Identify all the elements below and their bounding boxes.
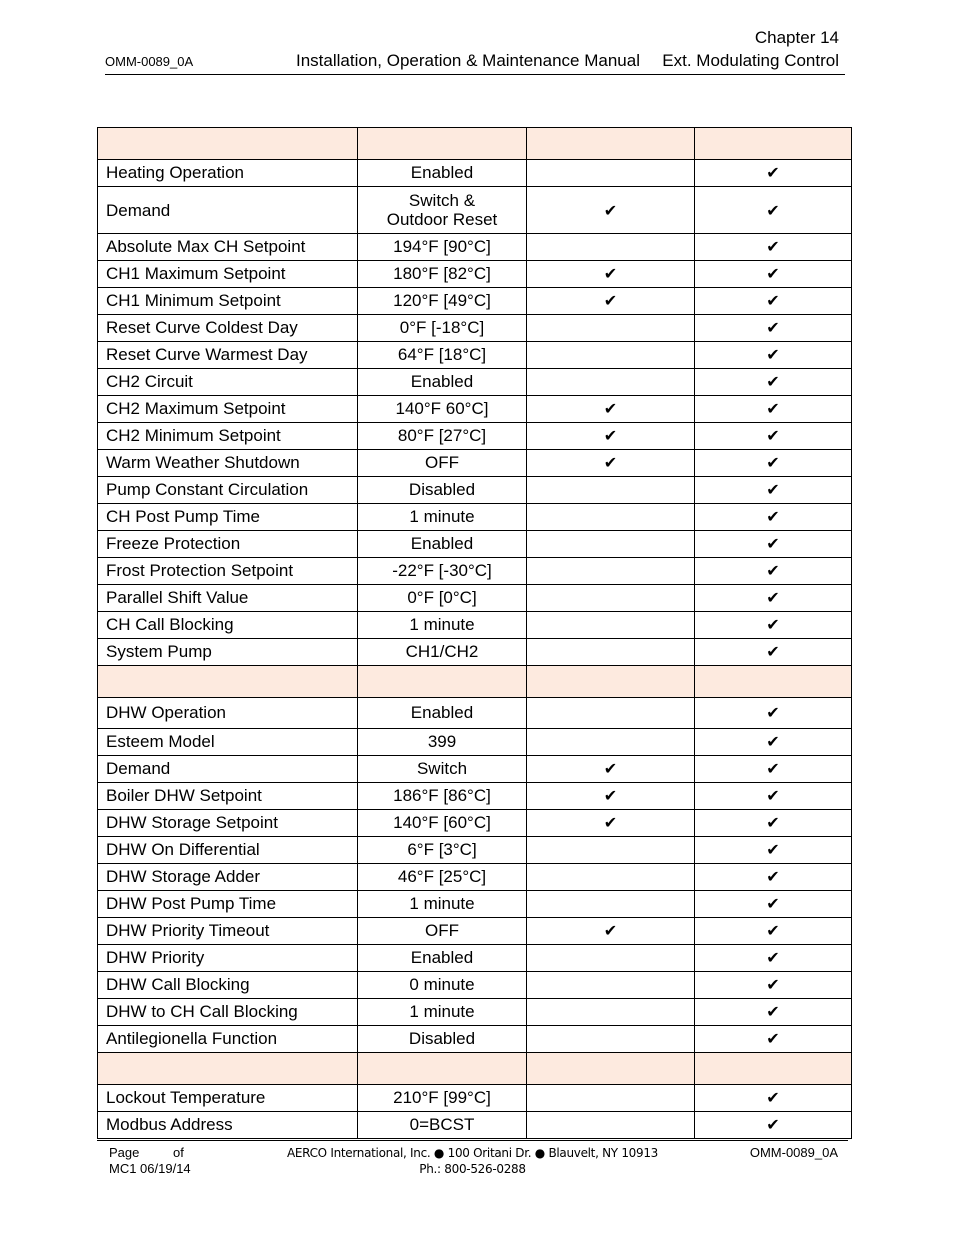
parameter-name: CH Post Pump Time: [98, 504, 358, 531]
parameter-value: 399: [358, 729, 527, 756]
parameter-name: Absolute Max CH Setpoint: [98, 234, 358, 261]
checkmark-icon: ✔: [766, 786, 780, 805]
table-row: [98, 783, 852, 810]
checkmark-icon: ✔: [766, 507, 780, 526]
checkmark-icon: ✔: [766, 703, 780, 722]
checkmark-icon: ✔: [603, 399, 618, 418]
checkmark-cell-a: [527, 1085, 695, 1112]
checkmark-cell-b: [695, 945, 852, 972]
parameter-name: CH2 Minimum Setpoint: [98, 423, 358, 450]
checkmark-icon: ✔: [766, 561, 780, 580]
parameter-name: CH1 Minimum Setpoint: [98, 288, 358, 315]
table-row: [98, 369, 852, 396]
table-row: [98, 729, 852, 756]
parameter-name: CH1 Maximum Setpoint: [98, 261, 358, 288]
checkmark-cell-b: [695, 698, 852, 729]
parameter-name: Boiler DHW Setpoint: [98, 783, 358, 810]
table-row: [98, 160, 852, 187]
section-header-cell: [98, 128, 358, 160]
table-row: [98, 1085, 852, 1112]
parameter-name: CH2 Circuit: [98, 369, 358, 396]
checkmark-cell-a: [527, 396, 695, 423]
checkmark-cell-b: [695, 837, 852, 864]
checkmark-cell-a: [527, 531, 695, 558]
table-row: [98, 342, 852, 369]
checkmark-cell-a: [527, 187, 695, 234]
checkmark-icon: ✔: [766, 615, 780, 634]
checkmark-cell-a: [527, 585, 695, 612]
parameter-table-body: [98, 128, 852, 1139]
section-header-cell: [695, 666, 852, 698]
parameter-name: Reset Curve Coldest Day: [98, 315, 358, 342]
checkmark-cell-a: [527, 477, 695, 504]
header-manual-title: Installation, Operation & Maintenance Manual: [296, 51, 640, 70]
table-row: [98, 187, 852, 234]
table-row: [98, 1026, 852, 1053]
parameter-name: Modbus Address: [98, 1112, 358, 1139]
table-row: [98, 999, 852, 1026]
section-header-cell: [527, 666, 695, 698]
parameter-value: 0=BCST: [358, 1112, 527, 1139]
checkmark-cell-a: [527, 558, 695, 585]
checkmark-cell-a: [527, 160, 695, 187]
table-row: [98, 423, 852, 450]
checkmark-icon: ✔: [766, 345, 780, 364]
parameter-name: DHW Priority: [98, 945, 358, 972]
checkmark-cell-a: [527, 756, 695, 783]
checkmark-icon: ✔: [766, 642, 780, 661]
section-header-row: [98, 666, 852, 698]
parameter-value: 0°F [-18°C]: [358, 315, 527, 342]
parameter-name: DHW Storage Adder: [98, 864, 358, 891]
checkmark-cell-a: [527, 288, 695, 315]
checkmark-cell-a: [527, 918, 695, 945]
parameter-name: Antilegionella Function: [98, 1026, 358, 1053]
parameter-value: 64°F [18°C]: [358, 342, 527, 369]
checkmark-cell-b: [695, 369, 852, 396]
parameter-value: 194°F [90°C]: [358, 234, 527, 261]
parameter-value: Switch & Outdoor Reset: [358, 187, 527, 234]
parameter-value: Switch: [358, 756, 527, 783]
parameter-name: Esteem Model: [98, 729, 358, 756]
table-row: [98, 945, 852, 972]
section-header-cell: [695, 128, 852, 160]
page-footer: [97, 1140, 848, 1176]
checkmark-cell-b: [695, 531, 852, 558]
checkmark-icon: ✔: [766, 534, 780, 553]
checkmark-icon: ✔: [603, 453, 618, 472]
table-row: [98, 972, 852, 999]
parameter-name: Demand: [98, 756, 358, 783]
checkmark-cell-a: [527, 945, 695, 972]
checkmark-icon: ✔: [766, 318, 780, 337]
parameter-value: 1 minute: [358, 504, 527, 531]
page-header: [105, 26, 845, 75]
parameter-value: 46°F [25°C]: [358, 864, 527, 891]
checkmark-cell-a: [527, 999, 695, 1026]
checkmark-cell-b: [695, 504, 852, 531]
parameter-name: Frost Protection Setpoint: [98, 558, 358, 585]
checkmark-icon: ✔: [766, 480, 780, 499]
parameter-name: System Pump: [98, 639, 358, 666]
checkmark-icon: ✔: [766, 840, 780, 859]
footer-company-address: AERCO International, Inc. ● 100 Oritani Dr. ● Blauvelt, NY 10913: [286, 1146, 659, 1160]
parameter-name: DHW Post Pump Time: [98, 891, 358, 918]
parameter-name: DHW to CH Call Blocking: [98, 999, 358, 1026]
checkmark-icon: ✔: [766, 453, 780, 472]
table-row: [98, 891, 852, 918]
checkmark-cell-a: [527, 864, 695, 891]
checkmark-icon: ✔: [766, 588, 780, 607]
checkmark-cell-a: [527, 972, 695, 999]
section-header-row: [98, 1053, 852, 1085]
checkmark-icon: ✔: [766, 1029, 780, 1048]
footer-page-label: Page: [109, 1145, 140, 1160]
parameter-value: OFF: [358, 450, 527, 477]
header-chapter: Chapter 14: [754, 28, 839, 47]
parameter-value: 6°F [3°C]: [358, 837, 527, 864]
parameter-value: Enabled: [358, 698, 527, 729]
checkmark-cell-b: [695, 234, 852, 261]
checkmark-cell-a: [527, 504, 695, 531]
parameter-value: 210°F [99°C]: [358, 1085, 527, 1112]
checkmark-icon: ✔: [766, 1088, 780, 1107]
checkmark-cell-b: [695, 810, 852, 837]
checkmark-cell-a: [527, 261, 695, 288]
checkmark-cell-b: [695, 261, 852, 288]
checkmark-icon: ✔: [603, 921, 618, 940]
table-row: [98, 504, 852, 531]
checkmark-icon: ✔: [603, 786, 618, 805]
section-header-cell: [98, 666, 358, 698]
parameter-name: Reset Curve Warmest Day: [98, 342, 358, 369]
parameter-value: OFF: [358, 918, 527, 945]
footer-of-label: of: [173, 1145, 184, 1160]
table-row: [98, 756, 852, 783]
checkmark-icon: ✔: [603, 759, 618, 778]
checkmark-icon: ✔: [766, 867, 780, 886]
parameter-value: 1 minute: [358, 891, 527, 918]
checkmark-cell-a: [527, 423, 695, 450]
checkmark-cell-a: [527, 369, 695, 396]
checkmark-cell-a: [527, 315, 695, 342]
checkmark-cell-a: [527, 612, 695, 639]
footer-doc-number: OMM-0089_0A: [749, 1145, 838, 1160]
table-row: [98, 698, 852, 729]
checkmark-icon: ✔: [603, 200, 618, 220]
checkmark-cell-b: [695, 288, 852, 315]
checkmark-cell-b: [695, 972, 852, 999]
table-row: [98, 477, 852, 504]
checkmark-cell-b: [695, 585, 852, 612]
parameter-name: DHW Call Blocking: [98, 972, 358, 999]
checkmark-cell-a: [527, 891, 695, 918]
parameter-name: Freeze Protection: [98, 531, 358, 558]
parameter-name: Heating Operation: [98, 160, 358, 187]
section-header-cell: [358, 666, 527, 698]
checkmark-cell-a: [527, 729, 695, 756]
checkmark-icon: ✔: [603, 291, 618, 310]
section-header-cell: [695, 1053, 852, 1085]
checkmark-icon: ✔: [766, 975, 780, 994]
checkmark-cell-b: [695, 756, 852, 783]
checkmark-cell-b: [695, 477, 852, 504]
checkmark-cell-b: [695, 918, 852, 945]
table-row: [98, 261, 852, 288]
checkmark-cell-b: [695, 1026, 852, 1053]
table-row: [98, 585, 852, 612]
checkmark-icon: ✔: [603, 426, 618, 445]
table-row: [98, 288, 852, 315]
checkmark-cell-b: [695, 783, 852, 810]
checkmark-cell-a: [527, 810, 695, 837]
checkmark-cell-b: [695, 558, 852, 585]
section-header-cell: [527, 128, 695, 160]
parameter-name: DHW Operation: [98, 698, 358, 729]
parameter-name: Parallel Shift Value: [98, 585, 358, 612]
checkmark-icon: ✔: [766, 163, 780, 182]
parameter-value: 186°F [86°C]: [358, 783, 527, 810]
parameter-value: Enabled: [358, 369, 527, 396]
table-row: [98, 612, 852, 639]
checkmark-icon: ✔: [766, 1115, 780, 1134]
parameter-value: -22°F [-30°C]: [358, 558, 527, 585]
checkmark-icon: ✔: [766, 399, 780, 418]
section-header-cell: [358, 128, 527, 160]
checkmark-cell-a: [527, 639, 695, 666]
parameter-table: [97, 127, 852, 1139]
parameter-name: CH2 Maximum Setpoint: [98, 396, 358, 423]
checkmark-cell-b: [695, 423, 852, 450]
parameter-value: Enabled: [358, 531, 527, 558]
footer-phone: Ph.: 800-526-0288: [419, 1162, 526, 1176]
checkmark-cell-a: [527, 837, 695, 864]
table-row: [98, 810, 852, 837]
checkmark-cell-b: [695, 1085, 852, 1112]
checkmark-icon: ✔: [766, 264, 780, 283]
parameter-name: CH Call Blocking: [98, 612, 358, 639]
checkmark-cell-a: [527, 342, 695, 369]
table-row: [98, 315, 852, 342]
table-row: [98, 396, 852, 423]
checkmark-icon: ✔: [766, 813, 780, 832]
checkmark-icon: ✔: [766, 200, 780, 220]
parameter-value: CH1/CH2: [358, 639, 527, 666]
parameter-value: Enabled: [358, 160, 527, 187]
table-row: [98, 531, 852, 558]
header-section-title: Ext. Modulating Control: [662, 51, 839, 70]
checkmark-cell-a: [527, 783, 695, 810]
checkmark-icon: ✔: [766, 732, 780, 751]
checkmark-icon: ✔: [766, 759, 780, 778]
parameter-value: 0 minute: [358, 972, 527, 999]
checkmark-cell-a: [527, 450, 695, 477]
section-header-cell: [98, 1053, 358, 1085]
checkmark-cell-b: [695, 891, 852, 918]
section-header-row: [98, 128, 852, 160]
checkmark-cell-b: [695, 999, 852, 1026]
checkmark-icon: ✔: [766, 237, 780, 256]
checkmark-cell-b: [695, 639, 852, 666]
checkmark-cell-b: [695, 729, 852, 756]
table-row: [98, 837, 852, 864]
table-row: [98, 1112, 852, 1139]
checkmark-cell-a: [527, 698, 695, 729]
footer-revision-date: MC1 06/19/14: [109, 1161, 191, 1176]
parameter-name: Lockout Temperature: [98, 1085, 358, 1112]
parameter-name: Demand: [98, 187, 358, 234]
checkmark-cell-b: [695, 315, 852, 342]
checkmark-cell-b: [695, 342, 852, 369]
parameter-value: 1 minute: [358, 999, 527, 1026]
table-row: [98, 864, 852, 891]
checkmark-cell-b: [695, 864, 852, 891]
table-row: [98, 234, 852, 261]
parameter-name: Pump Constant Circulation: [98, 477, 358, 504]
checkmark-icon: ✔: [766, 948, 780, 967]
section-header-cell: [358, 1053, 527, 1085]
parameter-name: DHW Priority Timeout: [98, 918, 358, 945]
checkmark-cell-b: [695, 187, 852, 234]
parameter-value: Disabled: [358, 477, 527, 504]
parameter-value: Disabled: [358, 1026, 527, 1053]
checkmark-icon: ✔: [766, 372, 780, 391]
parameter-value: 180°F [82°C]: [358, 261, 527, 288]
checkmark-icon: ✔: [766, 291, 780, 310]
parameter-value: 140°F 60°C]: [358, 396, 527, 423]
table-row: [98, 639, 852, 666]
header-doc-number: OMM-0089_0A: [105, 54, 194, 69]
checkmark-icon: ✔: [766, 426, 780, 445]
checkmark-cell-b: [695, 160, 852, 187]
checkmark-cell-b: [695, 450, 852, 477]
table-row: [98, 918, 852, 945]
checkmark-icon: ✔: [766, 894, 780, 913]
parameter-value: 120°F [49°C]: [358, 288, 527, 315]
checkmark-icon: ✔: [603, 813, 618, 832]
checkmark-icon: ✔: [766, 1002, 780, 1021]
table-row: [98, 450, 852, 477]
checkmark-cell-b: [695, 1112, 852, 1139]
table-row: [98, 558, 852, 585]
section-header-cell: [527, 1053, 695, 1085]
parameter-value: 0°F [0°C]: [358, 585, 527, 612]
checkmark-cell-b: [695, 612, 852, 639]
parameter-name: Warm Weather Shutdown: [98, 450, 358, 477]
parameter-value: 1 minute: [358, 612, 527, 639]
checkmark-cell-a: [527, 1026, 695, 1053]
checkmark-cell-a: [527, 234, 695, 261]
checkmark-icon: ✔: [603, 264, 618, 283]
checkmark-cell-b: [695, 396, 852, 423]
parameter-value: 140°F [60°C]: [358, 810, 527, 837]
parameter-value: Enabled: [358, 945, 527, 972]
parameter-name: DHW Storage Setpoint: [98, 810, 358, 837]
checkmark-cell-a: [527, 1112, 695, 1139]
parameter-value: 80°F [27°C]: [358, 423, 527, 450]
parameter-name: DHW On Differential: [98, 837, 358, 864]
checkmark-icon: ✔: [766, 921, 780, 940]
